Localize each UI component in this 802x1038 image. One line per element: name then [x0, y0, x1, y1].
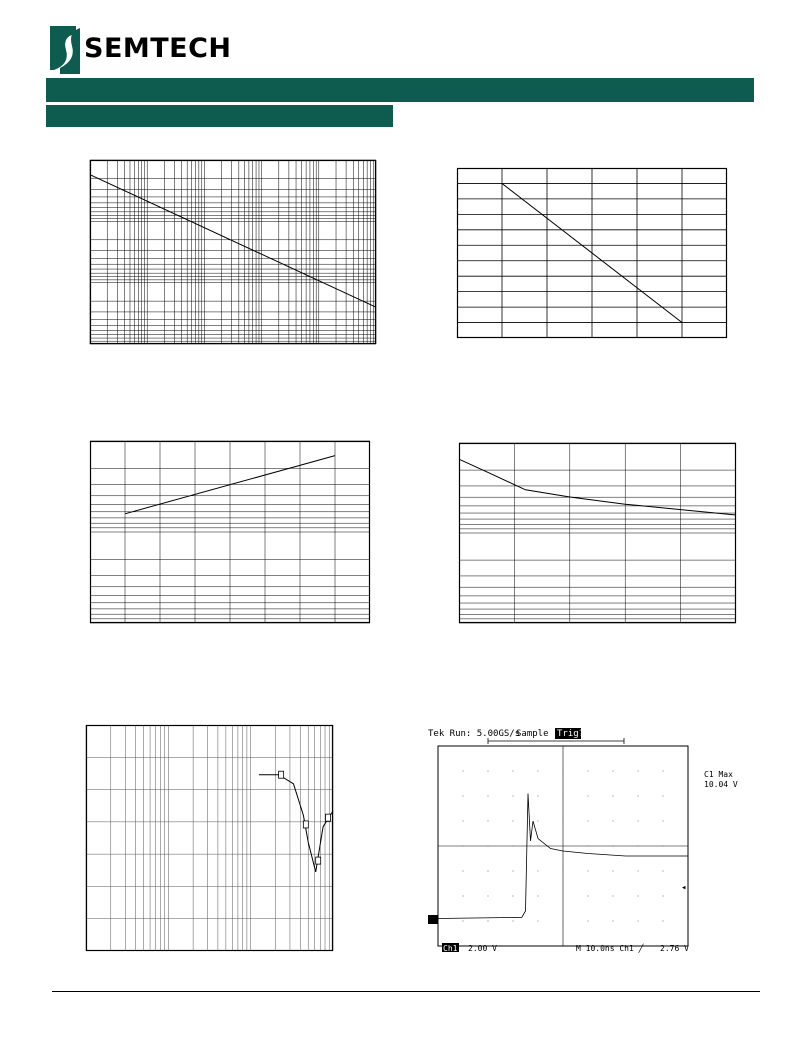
- trig-label: Trig?: [557, 729, 585, 739]
- scope-grid-dot: [563, 846, 564, 847]
- footer-rule: [52, 991, 760, 992]
- timebase: M 10.0ns Ch1 ╱: [576, 944, 644, 953]
- marker-1: [279, 771, 284, 778]
- scope-grid-dot: [563, 796, 564, 797]
- scope-grid-dot: [513, 896, 514, 897]
- scope-grid-dot: [663, 846, 664, 847]
- scope-grid-dot: [563, 821, 564, 822]
- scope-grid-dot: [538, 796, 539, 797]
- scope-grid-dot: [488, 896, 489, 897]
- scope-grid-dot: [663, 796, 664, 797]
- scope-grid-dot: [538, 771, 539, 772]
- ch-label: Ch1: [443, 944, 458, 953]
- series-line: [459, 459, 736, 515]
- scope-display: [428, 726, 738, 958]
- plot-frame: [87, 726, 333, 951]
- scope-grid-dot: [488, 846, 489, 847]
- chart-4: [459, 443, 736, 623]
- scope-grid-dot: [663, 771, 664, 772]
- chart-3: [90, 441, 370, 623]
- scope-grid-dot: [463, 896, 464, 897]
- scope-grid-dot: [538, 871, 539, 872]
- scope-grid-dot: [513, 871, 514, 872]
- scope-grid-dot: [563, 771, 564, 772]
- scope-grid-dot: [663, 821, 664, 822]
- scope-grid-dot: [463, 846, 464, 847]
- scope-grid-dot: [513, 771, 514, 772]
- scope-grid-dot: [563, 871, 564, 872]
- scope-grid-dot: [588, 846, 589, 847]
- scope-meas-value: 10.04 V: [704, 780, 738, 789]
- scope-grid-dot: [613, 846, 614, 847]
- scope-grid-dot: [463, 821, 464, 822]
- scope-grid-dot: [613, 896, 614, 897]
- scope-grid-dot: [463, 921, 464, 922]
- scope-grid-dot: [663, 896, 664, 897]
- scope-grid-dot: [588, 796, 589, 797]
- scope-meas-name: C1 Max: [704, 770, 733, 779]
- series-line: [259, 775, 333, 872]
- scope-grid-dot: [488, 771, 489, 772]
- scope-grid-dot: [513, 796, 514, 797]
- scope-grid-dot: [588, 896, 589, 897]
- series-line: [90, 175, 376, 308]
- scope-grid-dot: [613, 771, 614, 772]
- section-band: [46, 105, 393, 127]
- scope-grid-dot: [613, 871, 614, 872]
- scope-grid-dot: [488, 821, 489, 822]
- scope-grid-dot: [488, 871, 489, 872]
- scope-grid-dot: [538, 921, 539, 922]
- scope-grid-dot: [513, 821, 514, 822]
- scope-grid-dot: [638, 871, 639, 872]
- scope-grid-dot: [513, 921, 514, 922]
- scope-grid-dot: [588, 771, 589, 772]
- chart-1: [90, 160, 376, 344]
- scope-grid-dot: [513, 846, 514, 847]
- scope-grid-dot: [563, 921, 564, 922]
- scope-grid-dot: [563, 896, 564, 897]
- ch-scale: 2.00 V: [468, 944, 497, 953]
- scope-grid-dot: [463, 871, 464, 872]
- scope-grid-dot: [538, 896, 539, 897]
- trigger-level: 2.76 V: [660, 944, 689, 953]
- scope-grid-dot: [638, 821, 639, 822]
- scope-grid-dot: [638, 771, 639, 772]
- ground-marker: [428, 915, 438, 924]
- scope-grid-dot: [663, 921, 664, 922]
- scope-grid-dot: [588, 921, 589, 922]
- scope-grid-dot: [488, 921, 489, 922]
- marker-3: [316, 857, 321, 864]
- scope-grid-dot: [638, 896, 639, 897]
- scope-header-left: Tek Run: 5.00GS/s: [428, 729, 521, 739]
- scope-grid-dot: [613, 796, 614, 797]
- scope-grid-dot: [588, 821, 589, 822]
- scope-grid-dot: [538, 846, 539, 847]
- marker-4: [326, 814, 331, 821]
- header-band: [46, 78, 754, 102]
- scope-grid-dot: [463, 771, 464, 772]
- trigger-arrow-icon: ◂: [681, 883, 687, 893]
- scope-grid-dot: [613, 921, 614, 922]
- scope-grid-dot: [638, 796, 639, 797]
- scope-grid-dot: [463, 796, 464, 797]
- scope-grid-dot: [613, 821, 614, 822]
- scope-header-mode: Sample: [516, 729, 549, 739]
- scope-grid-dot: [638, 921, 639, 922]
- company-name: SEMTECH: [84, 33, 232, 64]
- scope-grid-dot: [538, 821, 539, 822]
- scope-grid: [438, 746, 688, 946]
- scope-grid-dot: [488, 796, 489, 797]
- chart-2: [457, 168, 727, 338]
- marker-2: [303, 821, 308, 828]
- scope-grid-dot: [663, 871, 664, 872]
- chart-5: [86, 725, 333, 951]
- scope-grid-dot: [588, 871, 589, 872]
- scope-grid-dot: [638, 846, 639, 847]
- plot-frame: [91, 161, 376, 344]
